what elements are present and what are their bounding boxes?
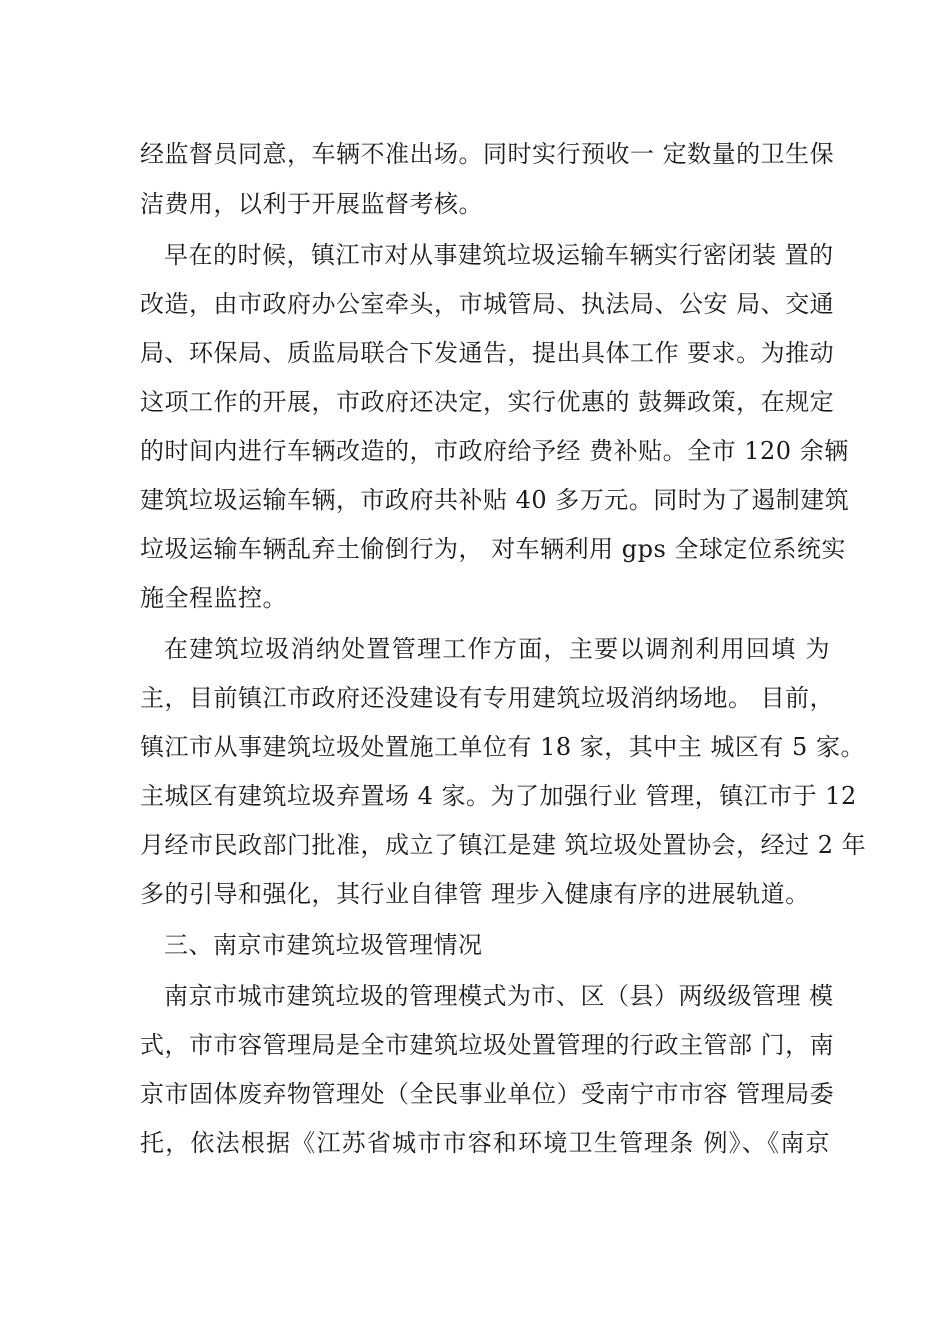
text-line: 式，市市容管理局是全市建筑垃圾处置管理的行政主管部 门，南: [140, 1031, 835, 1059]
text-line: 主城区有建筑垃圾弃置场 4 家。为了加强行业 管理，镇江市于 12: [140, 782, 857, 810]
text-line: 这项工作的开展，市政府还决定，实行优惠的 鼓舞政策，在规定: [140, 388, 835, 416]
text-line: 京市固体废弃物管理处（全民事业单位）受南宁市市容 管理局委: [140, 1080, 835, 1108]
text-line: 改造，由市政府办公室牵头，市城管局、执法局、公安 局、交通: [140, 290, 835, 318]
text-line: 建筑垃圾运输车辆，市政府共补贴 40 多万元。同时为了遏制建筑: [140, 486, 850, 514]
text-line: 局、环保局、质监局联合下发通告，提出具体工作 要求。为推动: [140, 339, 835, 367]
text-line: 的时间内进行车辆改造的，市政府给予经 费补贴。全市 120 余辆: [140, 437, 849, 465]
text-line: 多的引导和强化，其行业自律管 理步入健康有序的进展轨道。: [140, 880, 810, 908]
section-heading: 三、南京市建筑垃圾管理情况: [164, 931, 483, 959]
text-line: 施全程监控。: [140, 584, 287, 612]
paragraph-start-line: 在建筑垃圾消纳处置管理工作方面，主要以调剂利用回填 为: [164, 635, 830, 663]
text-line: 垃圾运输车辆乱弃土偷倒行为， 对车辆利用 gps 全球定位系统实: [140, 535, 846, 563]
paragraph-start-line: 南京市城市建筑垃圾的管理模式为市、区（县）两级级管理 模: [164, 982, 834, 1010]
text-line: 经监督员同意，车辆不准出场。同时实行预收一 定数量的卫生保: [140, 140, 835, 168]
text-line: 洁费用，以利于开展监督考核。: [140, 190, 483, 218]
text-line: 月经市民政部门批准，成立了镇江是建 筑垃圾处置协会，经过 2 年: [140, 831, 867, 859]
text-line: 镇江市从事建筑垃圾处置施工单位有 18 家，其中主 城区有 5 家。: [140, 733, 865, 761]
text-line: 托，依法根据《江苏省城市市容和环境卫生管理条 例》、《南京: [140, 1129, 830, 1157]
text-line: 主，目前镇江市政府还没建设有专用建筑垃圾消纳场地。 目前，: [140, 684, 835, 712]
paragraph-start-line: 早在的时候，镇江市对从事建筑垃圾运输车辆实行密闭装 置的: [164, 241, 834, 269]
